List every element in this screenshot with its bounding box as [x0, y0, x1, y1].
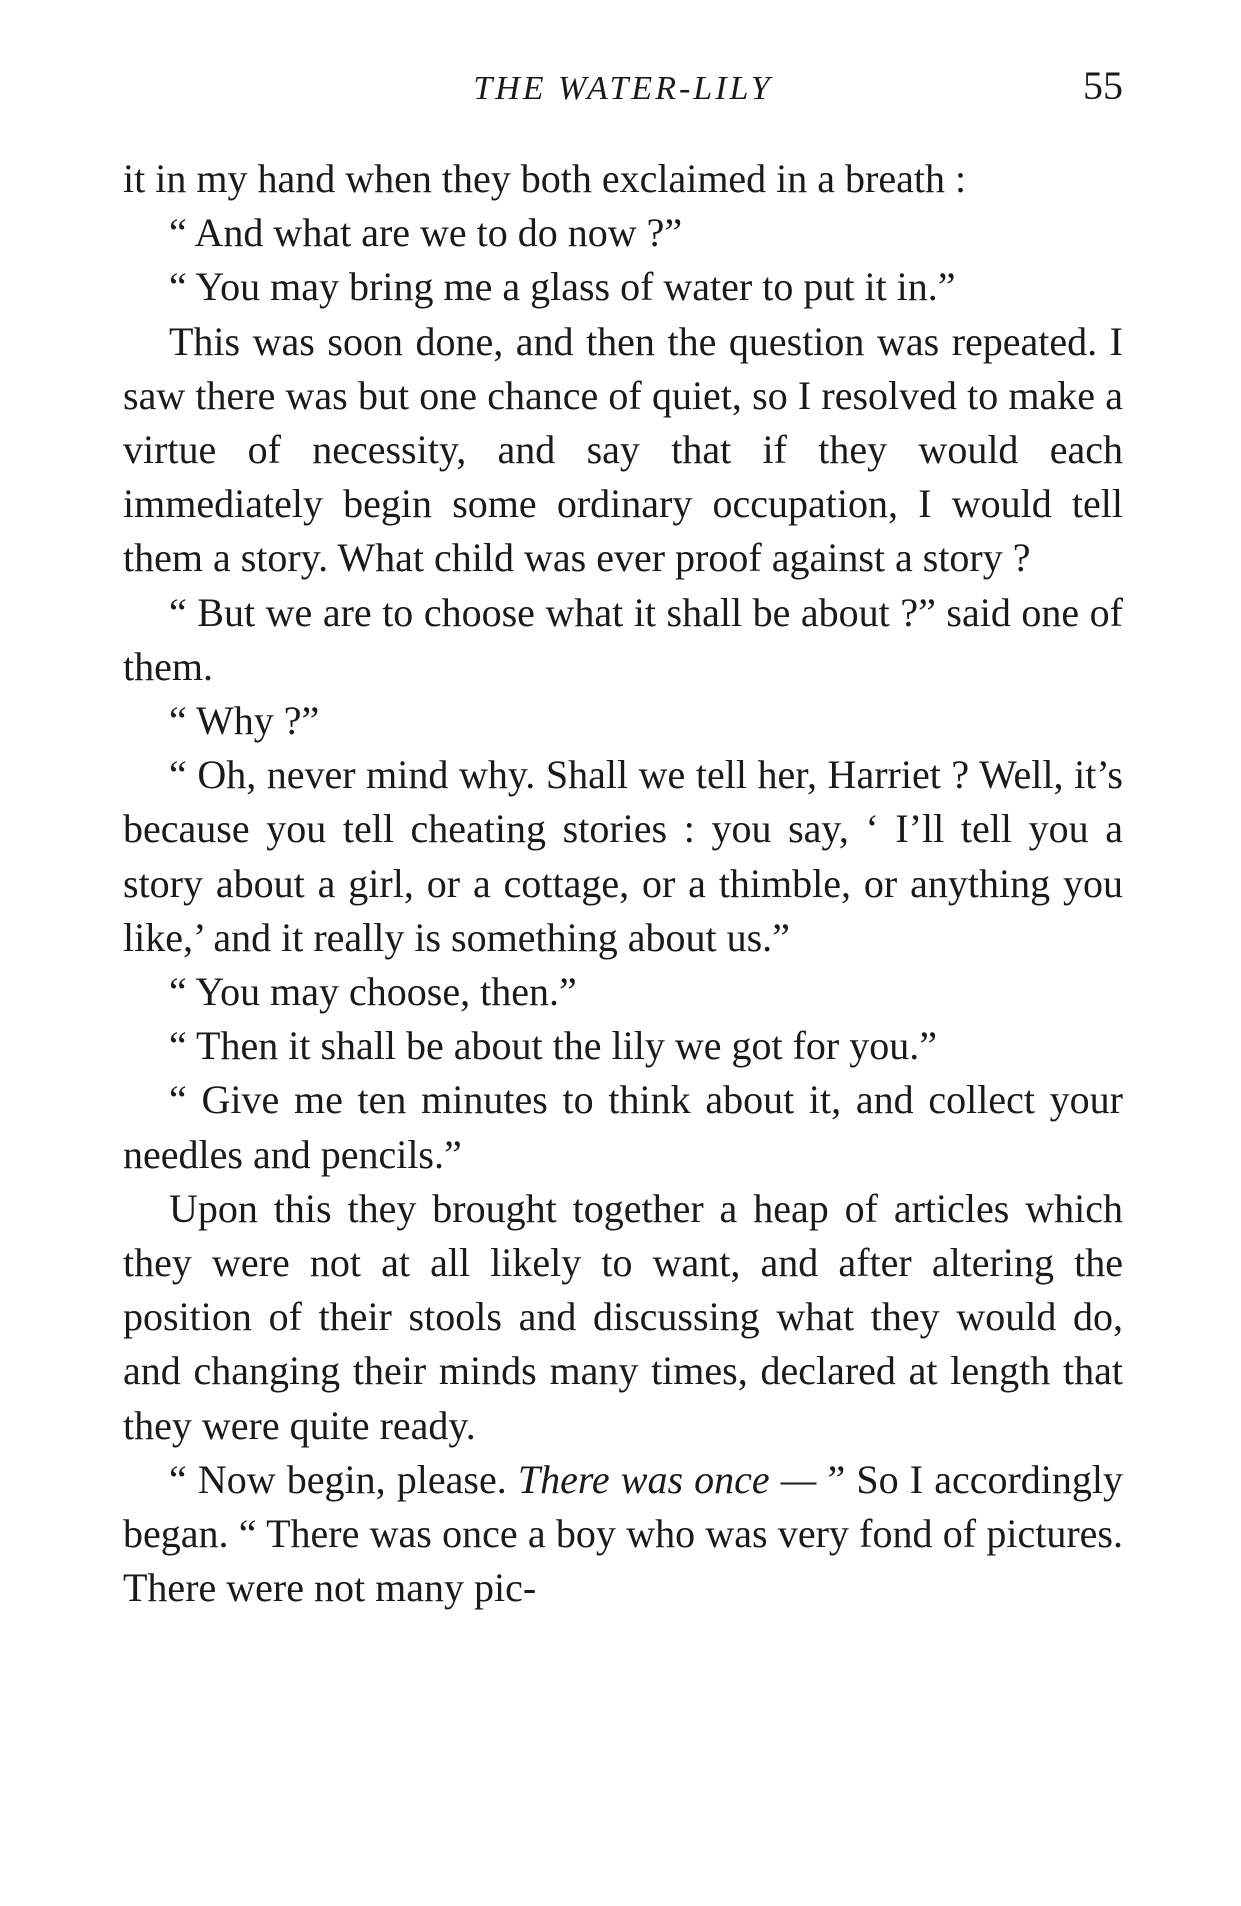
paragraph: “ Then it shall be about the lily we got for you.”	[169, 1023, 937, 1069]
paragraph: “ Give me ten minutes to think about it, and collect your needles and pencils.”	[123, 1077, 1123, 1177]
body-text	[123, 152, 1123, 1615]
paragraph: “ You may bring me a glass of water to put it in.”	[169, 264, 956, 310]
page-number: 55	[1083, 63, 1123, 108]
running-title: THE WATER-LILY	[473, 70, 773, 107]
paragraph: Upon this they brought together a heap of articles which they were not at all likely to want, and after altering the position of their stools and discussing what they would do, and changing their minds many times, declared at length that they were quite ready.	[123, 1185, 1123, 1448]
paragraph-text: “ Now begin, please.	[169, 1456, 518, 1502]
paragraph: it in my hand when they both exclaimed in a breath :	[123, 156, 967, 201]
paragraph: “ But we are to choose what it shall be about ?” said one of them.	[123, 589, 1123, 689]
italic-phrase: There was once —	[517, 1456, 817, 1502]
paragraph: This was soon done, and then the question was repeated. I saw there was but one chance of quiet, so I resolved to make a virtue of necessity, and say that if they would each immediately begin some ordinary occupation, I would tell them a story. What child was ever proof against a story ?	[123, 318, 1123, 581]
paragraph: “ Oh, never mind why. Shall we tell her, Harriet ? Well, it’s because you tell cheating stories : you say, ‘ I’ll tell you a story about a girl, or a cottage, or a thimble, or anything you like,’ and it really is something about us.”	[123, 752, 1123, 960]
paragraph	[123, 1453, 1123, 1616]
paragraph: “ Why ?”	[169, 698, 320, 744]
paragraph-text: ” So I accordingly began. “ There was once a boy who was very fond of pictures. There were not many pic-	[123, 1456, 1123, 1611]
page-header	[123, 62, 1123, 122]
paragraph: “ And what are we to do now ?”	[169, 210, 683, 256]
paragraph: “ You may choose, then.”	[169, 969, 577, 1015]
